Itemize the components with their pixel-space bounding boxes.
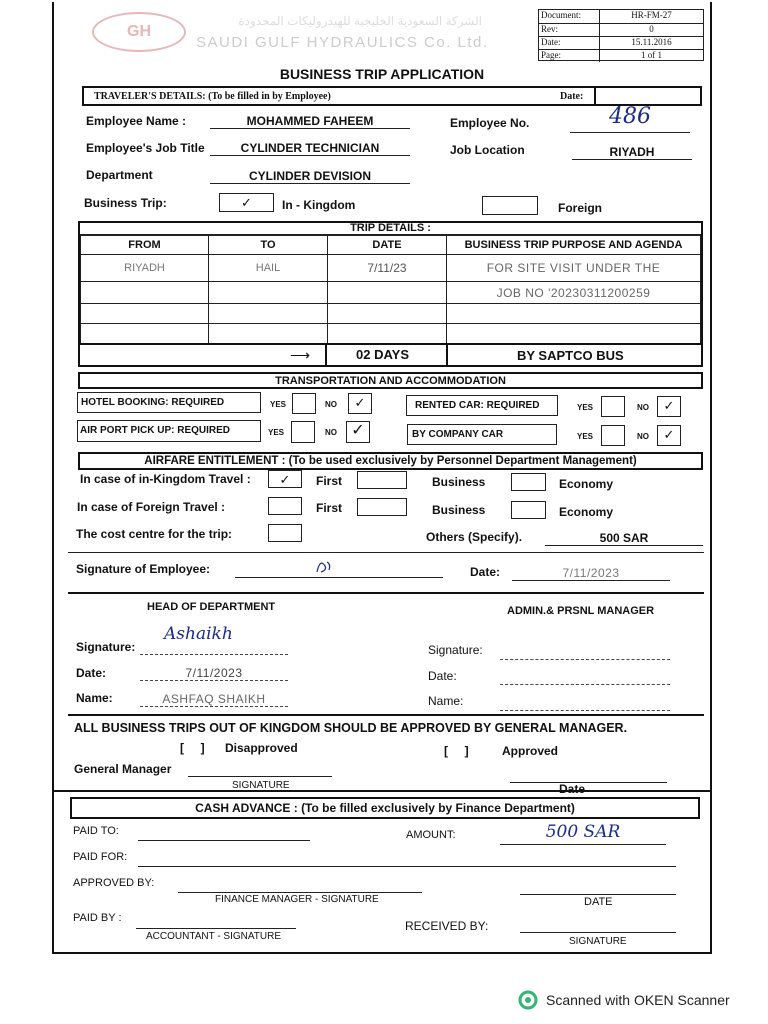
amount-label: AMOUNT: — [406, 829, 456, 841]
airport-pickup-field: AIR PORT PICK UP: REQUIRED — [77, 420, 261, 442]
approved-by-label: APPROVED BY: — [73, 877, 155, 889]
disapproved-label: Disapproved — [225, 741, 298, 755]
job-location-label: Job Location — [450, 143, 525, 157]
approved-label: Approved — [502, 744, 559, 758]
in-kingdom-checkbox[interactable] — [219, 193, 274, 212]
admin-title: ADMIN.& PRSNL MANAGER — [507, 605, 655, 617]
rev-value: 0 — [649, 24, 654, 34]
airfare-header: AIRFARE ENTITLEMENT : (To be used exclusively by Personnel Department Management) — [78, 452, 703, 470]
cost-centre-checkbox[interactable] — [268, 524, 302, 542]
employee-signature-label: Signature of Employee: — [76, 562, 211, 576]
employee-signature-field[interactable] — [235, 562, 443, 578]
paid-to-field[interactable] — [138, 826, 310, 841]
first-label-2: First — [316, 501, 343, 515]
business-trip-label: Business Trip: — [84, 196, 167, 210]
admin-signature-label: Signature: — [428, 643, 483, 657]
doc-info-table — [538, 9, 704, 61]
traveler-date-label: Date: — [560, 90, 584, 102]
rented-yes-checkbox[interactable] — [601, 396, 625, 417]
economy-label-1: Economy — [559, 477, 614, 491]
rev-label: Rev: — [539, 24, 600, 36]
in-kingdom-check-icon: ✓ — [241, 195, 252, 210]
employee-signature-icon — [235, 554, 443, 574]
employee-name-label: Employee Name : — [86, 114, 187, 128]
first-label-1: First — [316, 474, 343, 488]
received-by-label: RECEIVED BY: — [405, 919, 489, 933]
airport-yes-checkbox[interactable] — [291, 421, 315, 443]
trip-summary-row — [78, 343, 703, 367]
employee-date-label: Date: — [470, 565, 501, 579]
finance-caption: FINANCE MANAGER - SIGNATURE — [215, 894, 379, 905]
hotel-no-checkbox[interactable] — [348, 393, 372, 414]
employee-name-field: MOHAMMED FAHEEM — [210, 114, 410, 129]
employee-no-field: 486 — [570, 104, 690, 133]
date-value: 15.11.2016 — [631, 37, 672, 47]
gm-signature-caption: SIGNATURE — [232, 780, 290, 791]
hod-name-label: Name: — [76, 691, 113, 705]
finance-signature-field[interactable] — [178, 878, 422, 893]
department-label: Department — [86, 168, 153, 182]
gm-notice: ALL BUSINESS TRIPS OUT OF KINGDOM SHOULD BE APPROVED BY GENERAL MANAGER. — [74, 721, 628, 735]
transport-header: TRANSPORTATION AND ACCOMMODATION — [78, 372, 703, 389]
finance-date-field[interactable] — [520, 882, 676, 895]
job-title-label: Employee's Job Title — [86, 141, 205, 155]
admin-name-field[interactable] — [500, 696, 670, 711]
trip-purpose-1: FOR SITE VISIT UNDER THE — [447, 255, 701, 282]
scanner-text: Scanned with OKEN Scanner — [546, 992, 730, 1008]
received-signature-field[interactable] — [520, 920, 676, 933]
rented-no-check-icon: ✓ — [663, 398, 675, 413]
received-signature-caption: SIGNATURE — [569, 936, 627, 947]
scanner-watermark — [518, 990, 730, 1010]
paid-for-label: PAID FOR: — [73, 851, 128, 863]
col-date: DATE — [328, 235, 447, 255]
company-car-no-check-icon: ✓ — [663, 427, 675, 442]
gm-date-caption: Date — [559, 782, 586, 796]
hotel-yes-checkbox[interactable] — [292, 393, 316, 414]
approved-box[interactable]: [ ] — [444, 744, 469, 758]
job-title-field: CYLINDER TECHNICIAN — [210, 141, 410, 156]
airport-no-checkbox[interactable] — [346, 421, 370, 443]
company-car-no-checkbox[interactable] — [657, 425, 681, 446]
gm-label: General Manager — [74, 762, 172, 776]
job-location-field: RIYADH — [572, 145, 692, 160]
cash-advance-header: CASH ADVANCE : (To be filled exclusively by Finance Department) — [70, 797, 700, 819]
company-car-yes-label: YES — [577, 432, 594, 441]
cost-centre-label: The cost centre for the trip: — [76, 527, 233, 541]
first-checkbox-1[interactable] — [357, 471, 407, 489]
others-field: 500 SAR — [545, 531, 703, 546]
company-english-name: SAUDI GULF HYDRAULICS Co. Ltd. — [196, 34, 489, 51]
date-label: Date: — [539, 37, 600, 49]
hotel-no-check-icon: ✓ — [354, 395, 366, 410]
in-kingdom-travel-checkbox[interactable] — [268, 470, 302, 488]
trip-days: 02 DAYS — [356, 347, 409, 362]
hod-date-label: Date: — [76, 666, 107, 680]
others-label: Others (Specify). — [426, 530, 523, 544]
rented-no-checkbox[interactable] — [657, 396, 681, 417]
business-label-1: Business — [432, 475, 486, 489]
hotel-yes-label: YES — [270, 400, 287, 409]
trip-purpose-2: JOB NO '20230311200259 — [447, 282, 701, 304]
doc-value: HR-FM-27 — [631, 10, 672, 20]
rented-no-label: NO — [637, 403, 649, 412]
col-to: TO — [209, 235, 328, 255]
airport-no-label: NO — [325, 428, 337, 437]
paid-for-field[interactable] — [138, 852, 676, 867]
company-car-yes-checkbox[interactable] — [601, 425, 625, 446]
employee-no-label: Employee No. — [450, 116, 530, 130]
trip-from: RIYADH — [81, 255, 209, 282]
col-from: FROM — [81, 235, 209, 255]
business-checkbox-1[interactable] — [511, 473, 546, 491]
traveler-header-text: TRAVELER'S DETAILS: (To be filled in by Employee) — [94, 90, 331, 102]
gm-date-field[interactable] — [510, 768, 667, 783]
arrow-icon: ⟶ — [290, 347, 311, 363]
accountant-caption: ACCOUNTANT - SIGNATURE — [146, 931, 282, 942]
admin-date-field[interactable] — [500, 670, 670, 685]
business-label-2: Business — [432, 503, 486, 517]
col-purpose: BUSINESS TRIP PURPOSE AND AGENDA — [447, 235, 701, 255]
hod-date-field: 7/11/2023 — [140, 666, 288, 681]
page-label: Page: — [539, 50, 600, 62]
admin-signature-field[interactable] — [500, 645, 670, 660]
finance-date-caption: DATE — [584, 896, 613, 908]
in-kingdom-label: In - Kingdom — [282, 198, 356, 212]
hotel-booking-field: HOTEL BOOKING: REQUIRED — [77, 392, 261, 413]
foreign-label: Foreign — [558, 201, 602, 215]
doc-label: Document: — [539, 10, 600, 23]
company-arabic-name: الشركة السعودية الخليجية للهيدروليكات المحدودة — [238, 14, 482, 28]
rented-car-field: RENTED CAR: REQUIRED — [406, 395, 558, 416]
department-field: CYLINDER DEVISION — [210, 169, 410, 184]
hod-title: HEAD OF DEPARTMENT — [147, 601, 276, 613]
hod-signature-field[interactable] — [140, 622, 288, 655]
business-checkbox-2[interactable] — [511, 501, 546, 519]
airport-yes-label: YES — [268, 428, 285, 437]
foreign-travel-checkbox[interactable] — [268, 497, 302, 515]
employee-date-field: 7/11/2023 — [512, 566, 670, 581]
scanner-logo-icon — [518, 990, 538, 1010]
hod-signature-value: Ashaikh — [164, 624, 233, 644]
company-car-field: BY COMPANY CAR — [407, 424, 557, 445]
page-value: 1 of 1 — [641, 50, 662, 60]
paid-by-label: PAID BY : — [73, 912, 122, 924]
hotel-no-label: NO — [325, 400, 337, 409]
rented-yes-label: YES — [577, 403, 594, 412]
trip-mode: BY SAPTCO BUS — [517, 348, 624, 363]
airport-no-check-icon: ✓ — [351, 422, 365, 439]
first-checkbox-2[interactable] — [357, 498, 407, 516]
disapproved-box[interactable]: [ ] — [180, 741, 205, 755]
hod-signature-label: Signature: — [76, 640, 136, 654]
foreign-checkbox[interactable] — [482, 196, 538, 215]
gm-signature-field[interactable] — [188, 762, 332, 777]
in-kingdom-travel-check-icon: ✓ — [279, 472, 291, 487]
company-car-no-label: NO — [637, 432, 649, 441]
trip-table — [80, 234, 701, 344]
admin-name-label: Name: — [428, 694, 464, 708]
foreign-travel-label: In case of Foreign Travel : — [77, 500, 226, 514]
trip-to: HAIL — [209, 255, 328, 282]
in-kingdom-travel-label: In case of in-Kingdom Travel : — [80, 472, 251, 486]
accountant-signature-field[interactable] — [136, 916, 296, 929]
company-logo: GH — [92, 12, 186, 52]
trip-date: 7/11/23 — [328, 255, 447, 282]
admin-date-label: Date: — [428, 669, 457, 683]
economy-label-2: Economy — [559, 505, 614, 519]
traveler-header — [82, 86, 702, 106]
hod-name-field: ASHFAQ SHAIKH — [140, 692, 288, 707]
amount-field: 500 SAR — [500, 822, 666, 845]
paid-to-label: PAID TO: — [73, 825, 119, 837]
trip-details-header: TRIP DETAILS : — [80, 223, 701, 236]
form-title: BUSINESS TRIP APPLICATION — [279, 66, 485, 82]
